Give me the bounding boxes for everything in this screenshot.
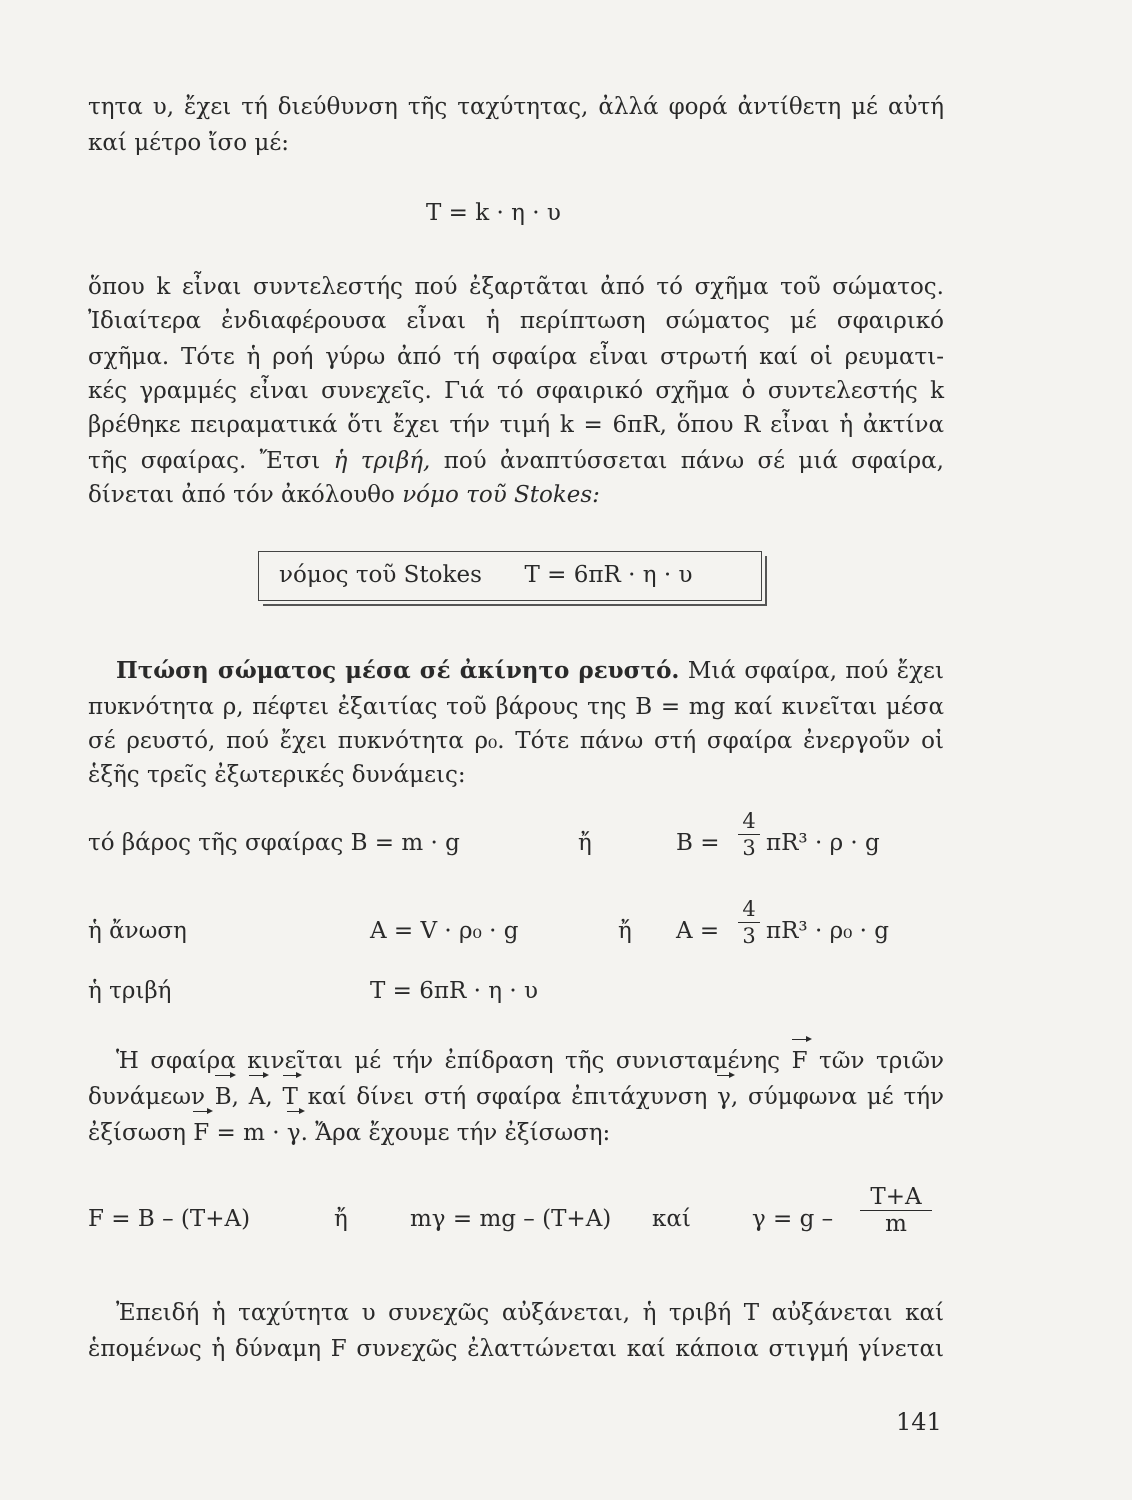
equation-acceleration-pre: γ = g – xyxy=(752,1206,834,1232)
text-span: ἐξίσωση xyxy=(88,1120,194,1146)
text-line: κές γραμμές εἶναι συνεχεῖς. Γιά τό σφαιρικό σχῆμα ὁ συντελεστής k xyxy=(88,378,944,404)
text-span: καί δίνει στή σφαίρα ἐπιτάχυνση xyxy=(297,1084,718,1110)
text-span: δίνεται ἀπό τόν ἀκόλουθο xyxy=(88,482,403,508)
text-span: τῆς σφαίρας. Ἔτσι xyxy=(88,448,334,474)
buoyancy-label: ἡ ἄνωση xyxy=(88,918,187,944)
weight-rhs-post: πR³ · ρ · g xyxy=(766,830,880,856)
text-span: Ἡ σφαίρα κινεῖται μέ τήν ἐπίδραση τῆς συνισταμένης xyxy=(116,1048,792,1074)
weight-rhs-pre: B = xyxy=(676,830,720,856)
text-span: , xyxy=(231,1084,249,1110)
fraction-T-plus-A-over-m xyxy=(860,1184,932,1237)
text-line xyxy=(88,1118,944,1148)
text-line xyxy=(88,1298,944,1328)
vector-gamma: γ xyxy=(717,1084,731,1110)
weight-label: τό βάρος τῆς σφαίρας B = m · g xyxy=(88,830,460,856)
text-line: ἑξῆς τρεῖς ἐξωτερικές δυνάμεις: xyxy=(88,762,466,788)
text-line xyxy=(88,446,944,476)
italic-term: ἡ τριβή, xyxy=(333,448,431,474)
text-line: πυκνότητα ρ, πέφτει ἐξαιτίας τοῦ βάρους της B = mg καί κινεῖται μέσα xyxy=(88,694,944,720)
and-word: καί xyxy=(652,1206,691,1232)
stokes-law-label: νόμος τοῦ Stokes xyxy=(279,562,482,588)
stokes-law-equation: T = 6πR · η · υ xyxy=(524,562,693,588)
text-line xyxy=(88,1046,944,1076)
or-word: ἤ xyxy=(578,830,592,856)
fraction-denominator: 3 xyxy=(742,924,756,948)
equation-net-force: F = B – (T+A) xyxy=(88,1206,251,1232)
text-line: καί μέτρο ἴσο μέ: xyxy=(88,130,289,156)
friction-label: ἡ τριβή xyxy=(88,978,172,1004)
stokes-law-content xyxy=(279,562,692,588)
buoyancy-rhs-post: πR³ · ρ₀ · g xyxy=(766,918,889,944)
vector-gamma: γ xyxy=(286,1120,301,1146)
equation-newton: mγ = mg – (T+A) xyxy=(410,1206,612,1232)
vector-T: T xyxy=(282,1084,298,1110)
text-span: πού ἀναπτύσσεται πάνω σέ μιά σφαίρα, xyxy=(430,448,944,474)
or-word: ἤ xyxy=(334,1206,348,1232)
text-span: Μιά σφαίρα, πού ἔχει xyxy=(679,658,944,684)
text-line: τητα υ, ἔχει τή διεύθυνση τῆς ταχύτητας, ἀλλά φορά ἀντίθετη μέ αὐτή xyxy=(88,94,944,120)
text-line xyxy=(88,656,944,686)
text-line xyxy=(88,1082,944,1112)
fraction-numerator: 4 xyxy=(742,897,756,921)
fraction-four-thirds xyxy=(738,896,760,949)
fraction-four-thirds xyxy=(738,808,760,861)
vector-F: F xyxy=(193,1120,210,1146)
text-span: δυνάμεων xyxy=(88,1084,215,1110)
text-span: . Ἄρα ἔχουμε τήν ἐξίσωση: xyxy=(300,1120,611,1146)
or-word: ἤ xyxy=(618,918,632,944)
friction-equation: T = 6πR · η · υ xyxy=(370,978,538,1004)
text-line xyxy=(88,480,944,510)
fraction-denominator: 3 xyxy=(742,836,756,860)
stokes-law-box xyxy=(258,551,762,601)
fraction-numerator: T+A xyxy=(870,1184,922,1210)
text-span: Ἐπειδή ἡ ταχύτητα υ συνεχῶς αὐξάνεται, ἡ τριβή T αὐξάνεται καί xyxy=(116,1300,944,1326)
text-line: ἑπομένως ἡ δύναμη F συνεχῶς ἐλαττώνεται καί κάποια στιγμή γίνεται xyxy=(88,1336,944,1362)
text-span: = m · xyxy=(209,1120,287,1146)
vector-B: B xyxy=(214,1084,232,1110)
text-line: βρέθηκε πειραματικά ὅτι ἔχει τήν τιμή k = 6πR, ὅπου R εἶναι ἡ ἀκτίνα xyxy=(88,412,944,438)
section-heading: Πτώση σώματος μέσα σέ ἀκίνητο ρευστό. xyxy=(116,657,680,684)
page-number: 141 xyxy=(896,1408,942,1436)
text-line: ὅπου k εἶναι συντελεστής πού ἐξαρτᾶται ἀπό τό σχῆμα τοῦ σώματος. xyxy=(88,274,944,300)
text-line: Ἰδιαίτερα ἐνδιαφέρουσα εἶναι ἡ περίπτωση σώματος μέ σφαιρικό xyxy=(88,308,944,334)
italic-term: νόμο τοῦ Stokes: xyxy=(402,482,600,508)
buoyancy-equation: A = V · ρ₀ · g xyxy=(370,918,519,944)
text-line: σέ ρευστό, πού ἔχει πυκνότητα ρ₀. Τότε πάνω στή σφαίρα ἐνεργοῦν οἱ xyxy=(88,728,944,754)
text-span: , xyxy=(265,1084,283,1110)
fraction-numerator: 4 xyxy=(742,809,756,833)
text-span: , σύμφωνα μέ τήν xyxy=(730,1084,944,1110)
buoyancy-rhs-pre: A = xyxy=(676,918,720,944)
equation-friction-general: T = k · η · υ xyxy=(426,200,561,226)
fraction-denominator: m xyxy=(885,1211,907,1237)
text-span: τῶν τριῶν xyxy=(807,1048,944,1074)
text-line: σχῆμα. Τότε ἡ ροή γύρω ἀπό τή σφαίρα εἶναι στρωτή καί οἱ ρευματι- xyxy=(88,344,944,370)
vector-F: F xyxy=(791,1048,808,1074)
vector-A: A xyxy=(248,1084,266,1110)
